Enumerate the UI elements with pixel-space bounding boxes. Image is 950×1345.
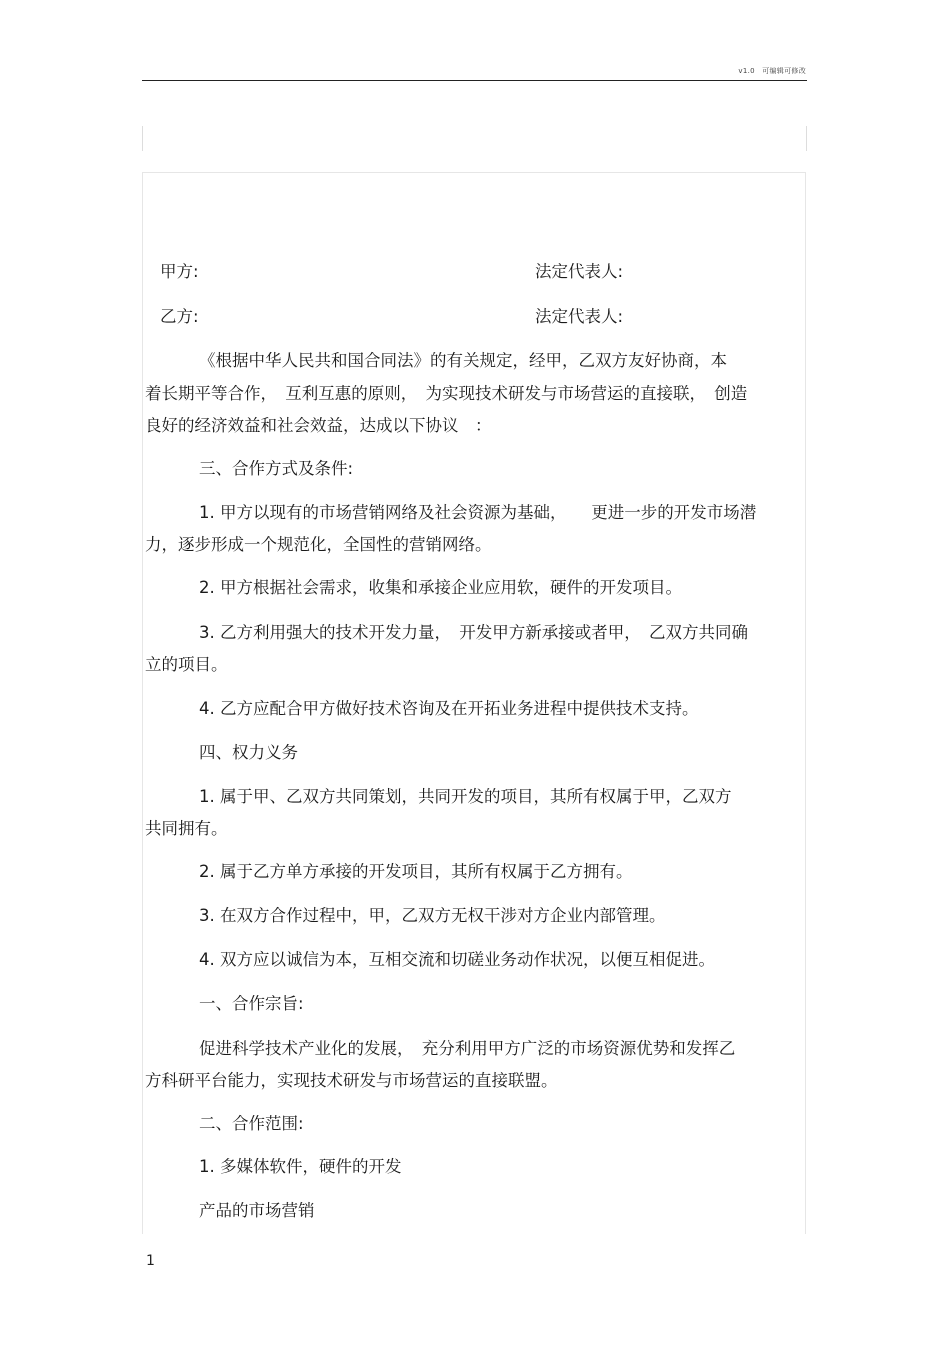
version-note: v1.0 可编辑可修改: [738, 67, 806, 75]
party-a-representative-label: 法定代表人:: [535, 262, 624, 281]
section-3-item-2: 2. 甲方根据社会需求，收集和承接企业应用软，硬件的开发项目。: [199, 578, 682, 597]
section-3-item-4: 4. 乙方应配合甲方做好技术咨询及在开拓业务进程中提供技术支持。: [199, 699, 699, 718]
section-3-item-3-line-1: 3. 乙方利用强大的技术开发力量， 开发甲方新承接或者甲， 乙双方共同确: [199, 623, 748, 642]
section-4-item-1-line-1: 1. 属于甲、乙双方共同策划，共同开发的项目，其所有权属于甲，乙双方: [199, 787, 732, 806]
table-stub-left-border: [142, 126, 143, 151]
section-4-item-4: 4. 双方应以诚信为本，互相交流和切磋业务动作状况，以便互相促进。: [199, 950, 715, 969]
section-3-item-1-line-2: 力，逐步形成一个规范化，全国性的营销网络。: [145, 535, 492, 554]
preamble-line-2: 着长期平等合作， 互利互惠的原则， 为实现技术研发与市场营运的直接联， 创造: [145, 384, 748, 403]
party-a-label: 甲方:: [160, 262, 199, 281]
section-4-item-1-line-2: 共同拥有。: [145, 819, 228, 838]
page-number: 1: [146, 1253, 155, 1269]
section-1-heading: 一、合作宗旨:: [199, 994, 304, 1013]
section-2-heading: 二、合作范围:: [199, 1114, 304, 1133]
section-3-item-3-line-2: 立的项目。: [145, 655, 228, 674]
header-rule: [142, 80, 807, 81]
preamble-line-3: 良好的经济效益和社会效益，达成以下协议 ：: [145, 416, 492, 435]
table-stub-right-border: [806, 126, 807, 151]
section-3-item-1-line-1: 1. 甲方以现有的市场营销网络及社会资源为基础， 更进一步的开发市场潜: [199, 503, 757, 522]
preamble-line-1: 《根据中华人民共和国合同法》的有关规定，经甲，乙双方友好协商，本: [199, 351, 727, 370]
party-b-label: 乙方:: [160, 307, 199, 326]
section-3-heading: 三、合作方式及条件:: [199, 459, 354, 478]
section-1-body-line-2: 方科研平台能力，实现技术研发与市场营运的直接联盟。: [145, 1071, 558, 1090]
party-b-representative-label: 法定代表人:: [535, 307, 624, 326]
section-2-item-2: 产品的市场营销: [199, 1201, 315, 1220]
section-1-body-line-1: 促进科学技术产业化的发展， 充分利用甲方广泛的市场资源优势和发挥乙: [199, 1039, 736, 1058]
section-4-heading: 四、权力义务: [199, 743, 298, 762]
section-2-item-1: 1. 多媒体软件，硬件的开发: [199, 1157, 402, 1176]
section-4-item-3: 3. 在双方合作过程中，甲，乙双方无权干涉对方企业内部管理。: [199, 906, 666, 925]
section-4-item-2: 2. 属于乙方单方承接的开发项目，其所有权属于乙方拥有。: [199, 862, 633, 881]
